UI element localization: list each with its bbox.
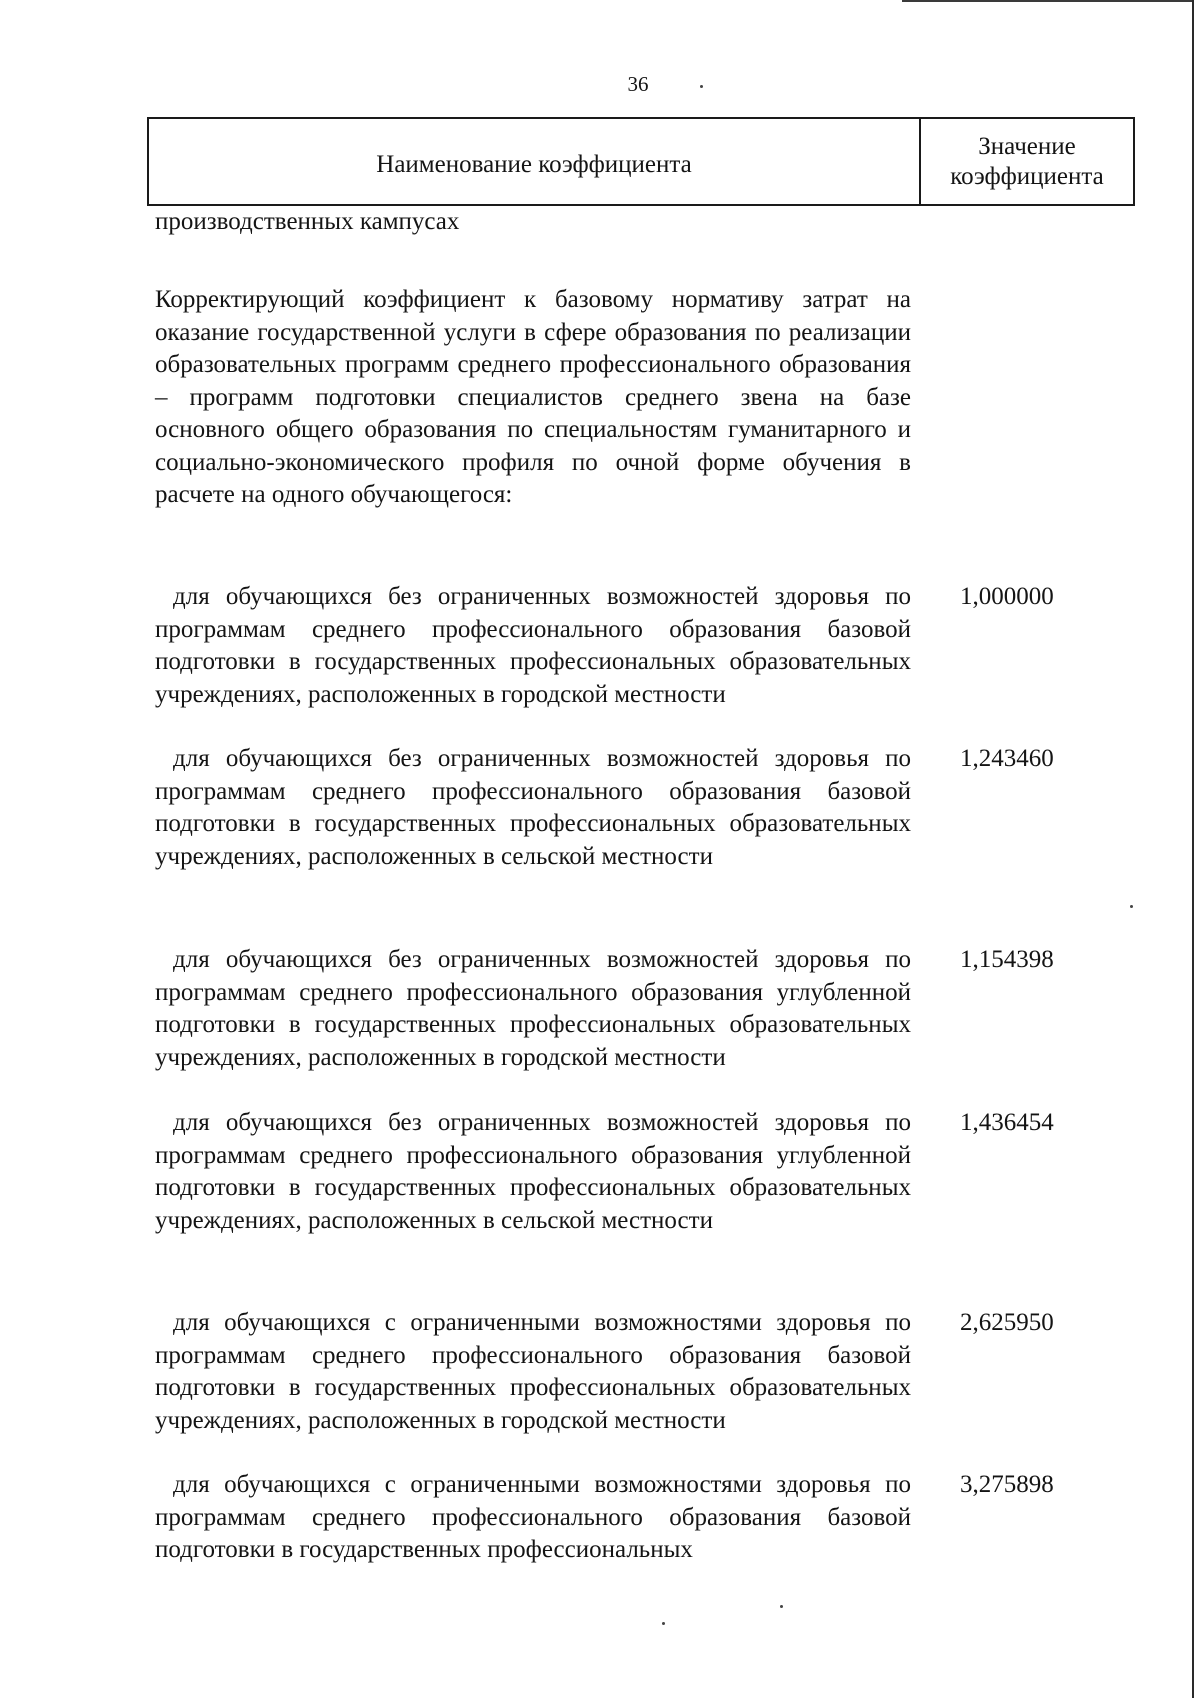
continuation-text: производственных кампусах [155,208,460,235]
row-1-text: для обучающихся без ограниченных возможностей здоровья по программам среднего профессионального образования базовой подготовки в государственных профессиональных образовательных учреждениях, расположенных в городской местности [155,583,911,708]
table-header [147,117,1135,206]
scan-speck [662,1622,665,1625]
row-5-text: для обучающихся с ограниченными возможностями здоровья по программам среднего профессионального образования базовой подготовки в государственных профессиональных образовательных учреждениях, расположенных в городской местности [155,1309,911,1434]
section-heading: Корректирующий коэффициент к базовому нормативу затрат на оказание государственной услуги в сфере образования по реализации образовательных программ среднего профессионального образования – программ подготовки специалистов среднего звена на базе основного общего образования по специальностям гуманитарного и социально-экономического профиля по очной форме обучения в расчете на одного обучающегося: [155,286,911,508]
scan-speck [780,1605,783,1608]
row-3-value: 1,154398 [960,946,1054,973]
row-6-text: для обучающихся с ограниченными возможностями здоровья по программам среднего профессионального образования базовой подготовки в государственных профессиональных [155,1471,911,1563]
scan-speck [700,85,703,88]
header-name-column: Наименование коэффициента [149,119,921,204]
page-number: 36 [627,72,649,96]
row-6-value: 3,275898 [960,1471,1054,1498]
row-5-value: 2,625950 [960,1309,1054,1336]
header-value-column [921,119,1133,204]
row-1-value: 1,000000 [960,583,1054,610]
row-2-text: для обучающихся без ограниченных возможностей здоровья по программам среднего профессионального образования базовой подготовки в государственных профессиональных образовательных учреждениях, расположенных в сельской местности [155,745,911,870]
page-edge-right [1192,0,1194,1698]
header-value-line1: Значение [978,132,1076,160]
header-value-line2: коэффициента [950,162,1104,190]
scan-speck [1130,905,1133,908]
row-3-text: для обучающихся без ограниченных возможностей здоровья по программам среднего профессионального образования углубленной подготовки в государственных профессиональных образовательных учреждениях, расположенных в городской местности [155,946,911,1071]
page-edge-top [902,0,1192,2]
row-2-value: 1,243460 [960,745,1054,772]
row-4-text: для обучающихся без ограниченных возможностей здоровья по программам среднего профессионального образования углубленной подготовки в государственных профессиональных образовательных учреждениях, расположенных в сельской местности [155,1109,911,1234]
row-4-value: 1,436454 [960,1109,1054,1136]
